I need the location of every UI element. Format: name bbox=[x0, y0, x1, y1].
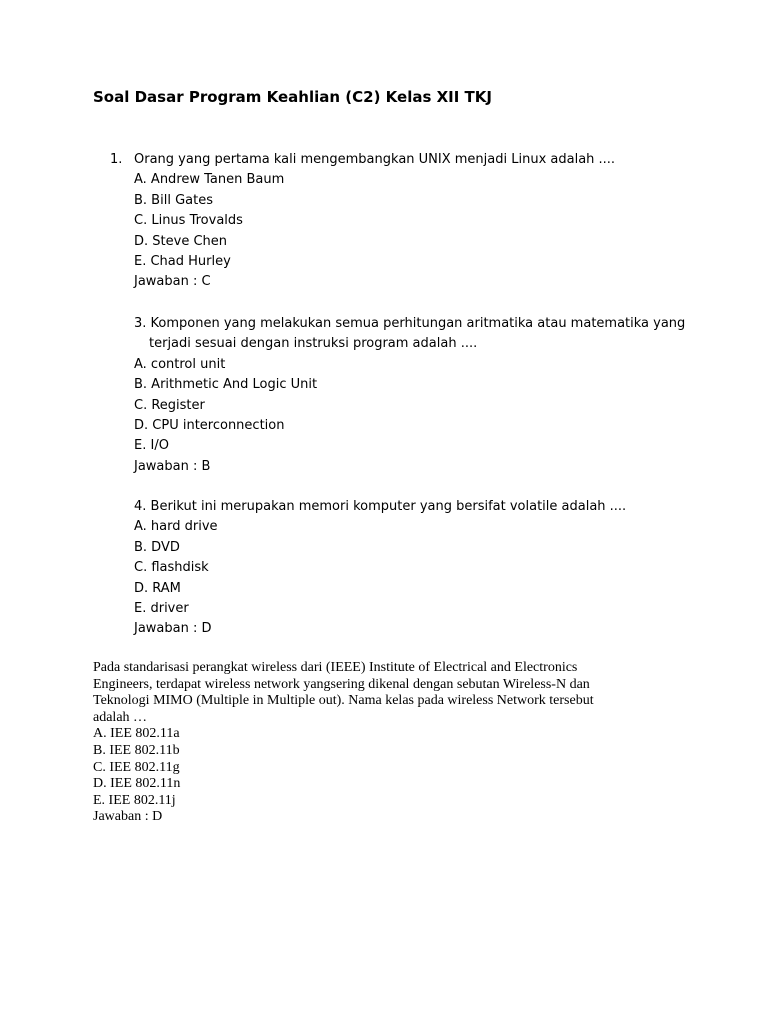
answer: Jawaban : D bbox=[134, 621, 212, 637]
question-text-line: adalah … bbox=[93, 709, 148, 725]
option-c: C. Register bbox=[134, 397, 205, 413]
option-d: D. CPU interconnection bbox=[134, 417, 285, 433]
option-c: C. Linus Trovalds bbox=[134, 213, 243, 229]
answer: Jawaban : D bbox=[93, 809, 163, 825]
option-a: A. control unit bbox=[134, 356, 226, 372]
option-b: B. DVD bbox=[134, 539, 180, 555]
answer: Jawaban : C bbox=[134, 274, 211, 290]
question-text-continued: terjadi sesuai dengan instruksi program adalah .... bbox=[149, 336, 478, 352]
question-4 bbox=[134, 497, 626, 640]
option-d: D. Steve Chen bbox=[134, 233, 227, 249]
question-text-line: Engineers, terdapat wireless network yangsering dikenal dengan sebutan Wireless-N dan bbox=[93, 676, 590, 692]
option-d: D. IEE 802.11n bbox=[93, 776, 181, 792]
option-e: E. I/O bbox=[134, 438, 169, 454]
option-b: B. Arithmetic And Logic Unit bbox=[134, 377, 318, 393]
option-b: B. Bill Gates bbox=[134, 192, 213, 208]
answer: Jawaban : B bbox=[134, 458, 211, 474]
question-1 bbox=[110, 150, 616, 293]
question-text: 4. Berikut ini merupakan memori komputer yang bersifat volatile adalah .... bbox=[134, 499, 627, 514]
question-text: Orang yang pertama kali mengembangkan UNIX menjadi Linux adalah .... bbox=[134, 152, 616, 167]
question-number: 1. bbox=[110, 152, 123, 167]
document-title: Soal Dasar Program Keahlian (C2) Kelas XII TKJ bbox=[93, 88, 492, 106]
option-e: E. IEE 802.11j bbox=[93, 792, 176, 808]
question-3 bbox=[134, 314, 685, 477]
option-a: A. Andrew Tanen Baum bbox=[134, 172, 285, 188]
option-c: C. IEE 802.11g bbox=[93, 759, 180, 775]
question-text: 3. Komponen yang melakukan semua perhitungan aritmatika atau matematika yang bbox=[134, 316, 686, 331]
question-text-line: Pada standarisasi perangkat wireless dari (IEEE) Institute of Electrical and Electronics bbox=[93, 660, 578, 675]
option-c: C. flashdisk bbox=[134, 560, 209, 576]
question-text-line: Teknologi MIMO (Multiple in Multiple out). Nama kelas pada wireless Network tersebut bbox=[93, 693, 594, 709]
option-a: A. IEE 802.11a bbox=[93, 726, 180, 742]
question-wireless bbox=[93, 660, 673, 826]
option-d: D. RAM bbox=[134, 580, 181, 596]
option-e: E. driver bbox=[134, 600, 189, 616]
option-e: E. Chad Hurley bbox=[134, 253, 231, 269]
option-a: A. hard drive bbox=[134, 519, 218, 535]
option-b: B. IEE 802.11b bbox=[93, 742, 180, 758]
